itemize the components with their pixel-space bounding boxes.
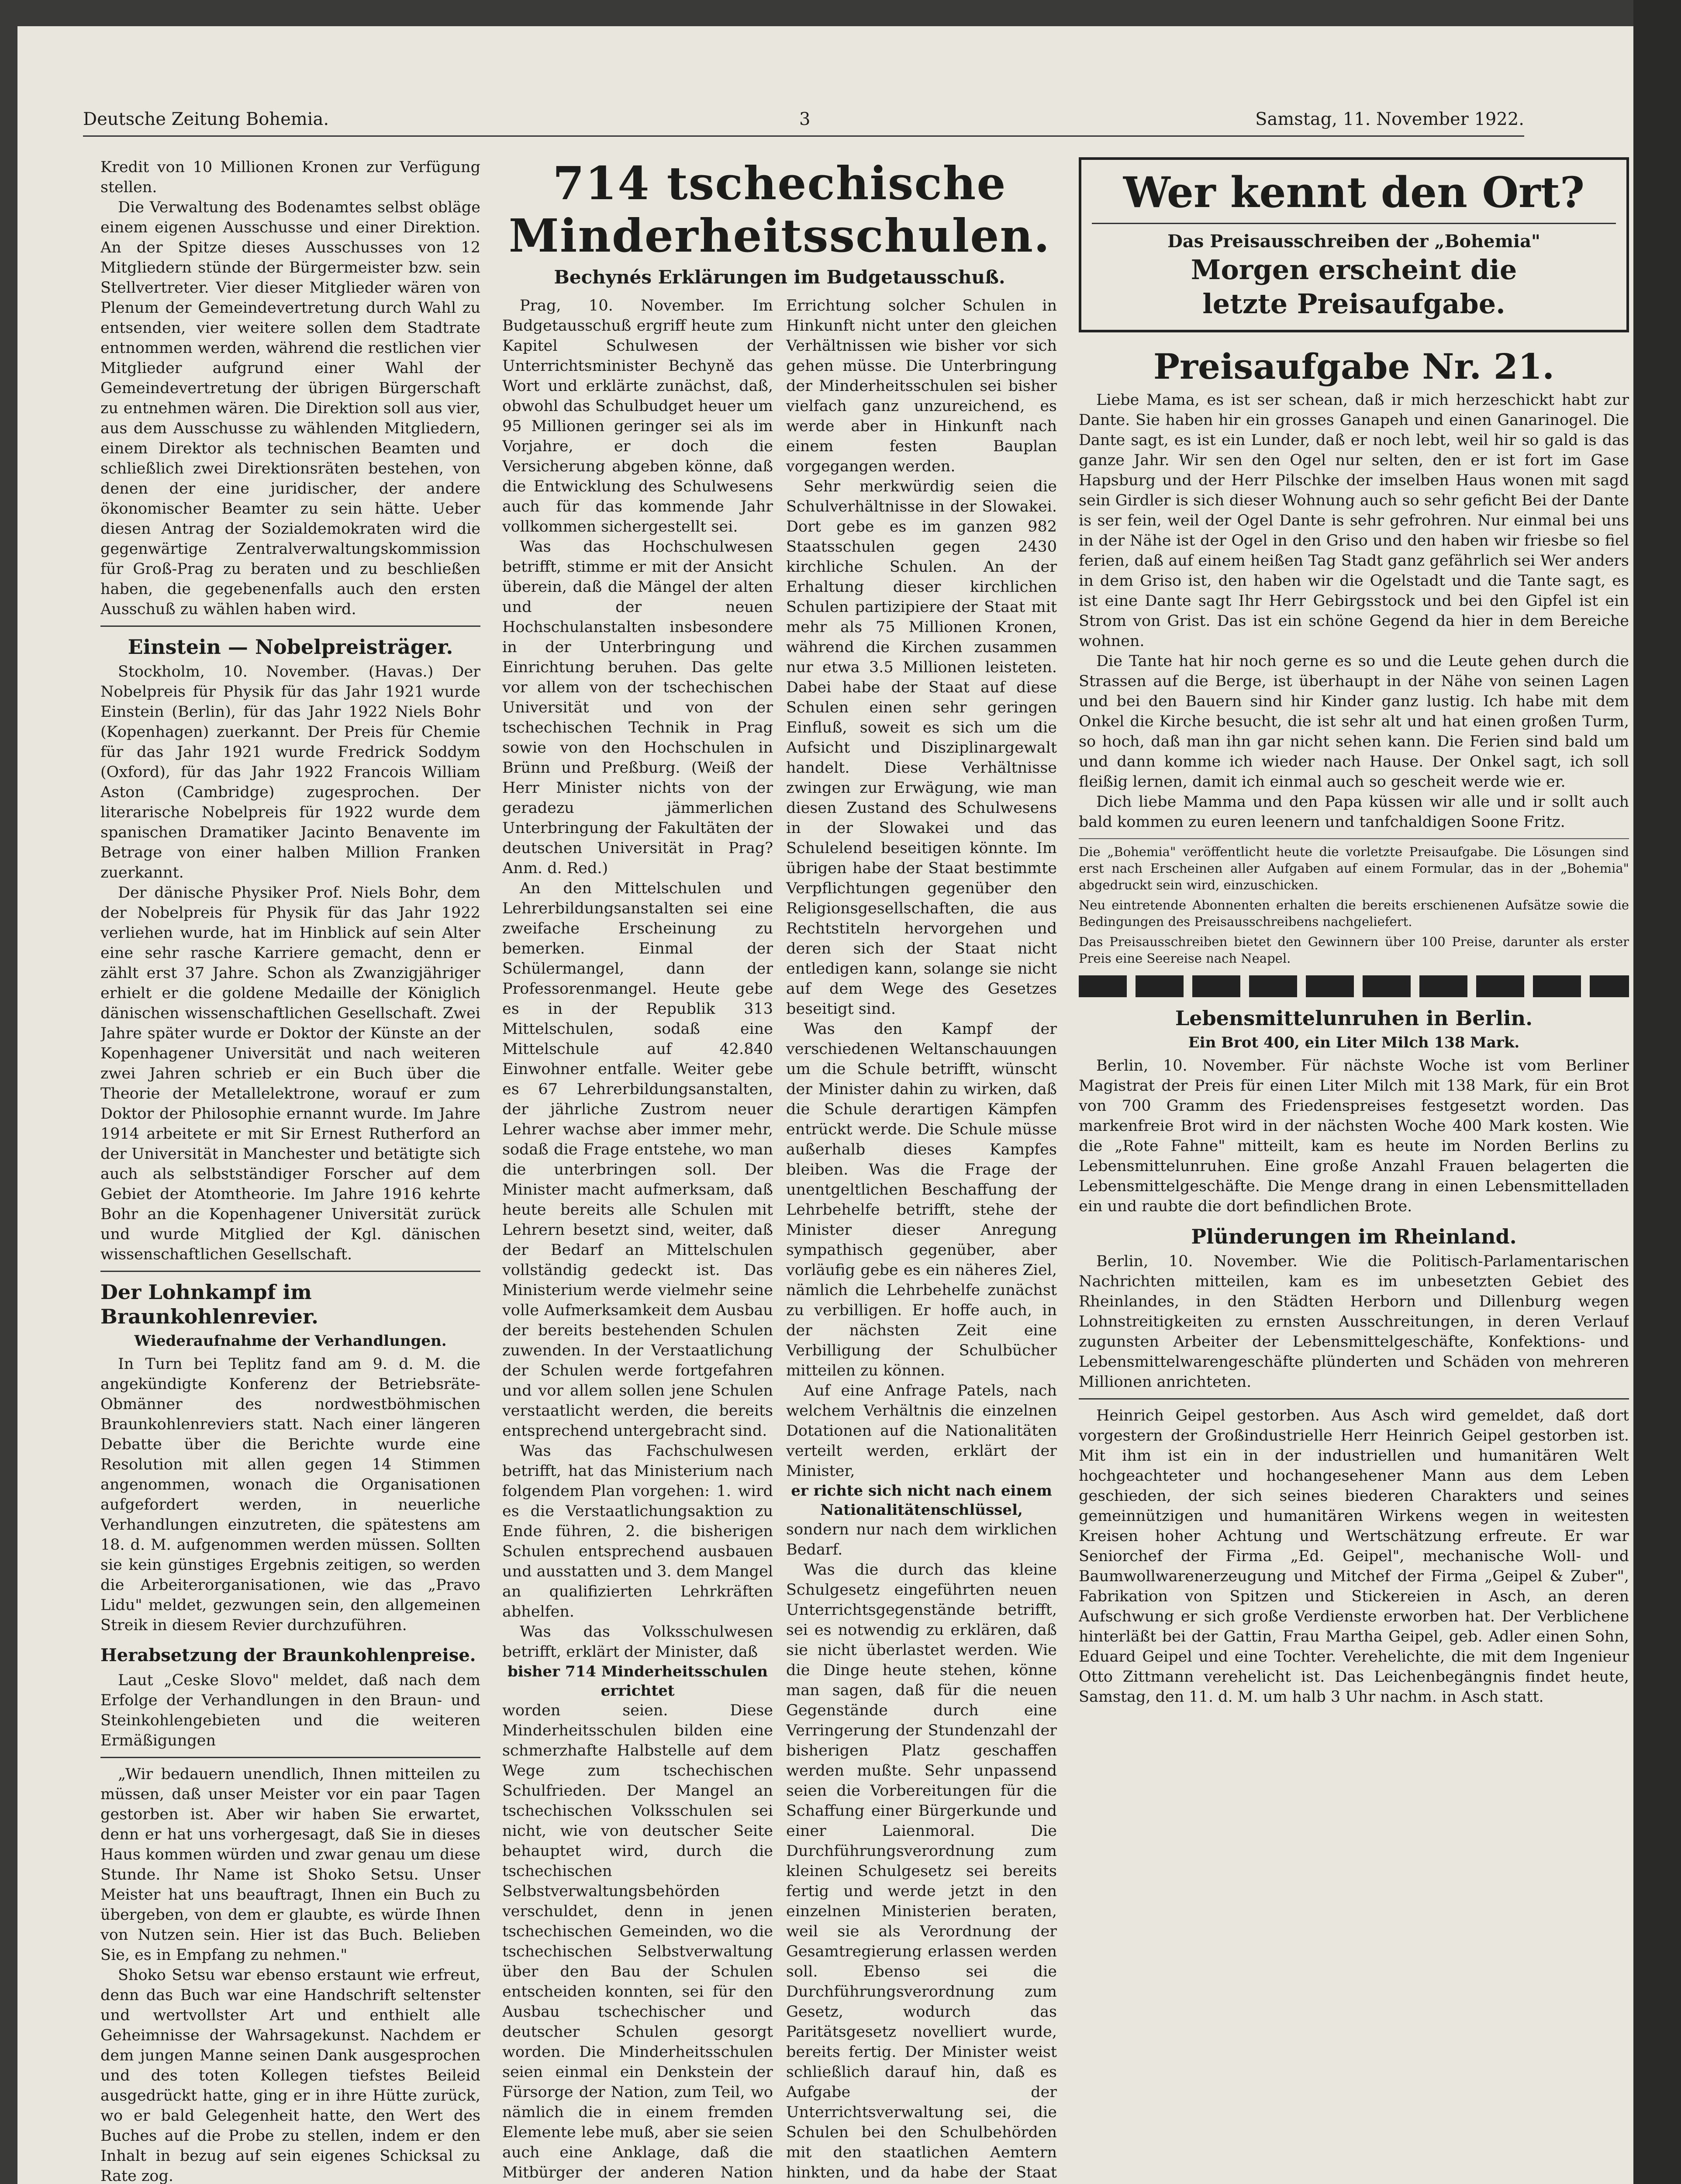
pluenderungen-heading: Plünderungen im Rheinland. [1191,1225,1517,1248]
lebensmittel-subheading: Ein Brot 400, ein Liter Milch 138 Mark. [1188,1034,1520,1051]
braunkohle-article [100,1670,480,1751]
main-headline: 714 tschechische Minderheitsschulen. [508,157,1051,263]
paragraph: „Wir bedauern unendlich, Ihnen mitteilen zu müssen, daß unser Meister vor ein paar Tagen gestorben ist. Aber wir haben Sie erwartet, denn er hat uns vorhergesagt, daß Sie in dieses Haus kommen würden und zwar genau um diese Stunde. Ihr Name ist Shoko Setsu. Unser Meister hat uns beauftragt, Ihnen ein Buch zu übergeben, von dem er glaubte, es würde Ihnen von Nutzen sein. Hier ist das Buch. Belieben Sie, es in Empfang zu nehmen." [100,1766,480,1964]
paragraph: Auf eine Anfrage Patels, nach welchem Verhältnis die einzelnen Dotationen auf die Nationalitäten verteilt werden, erklärt der Minister, [786,1382,1057,1480]
lebensmittel-article [1079,1056,1629,1216]
column-left [100,157,480,2184]
divider [100,1757,480,1758]
paragraph: Prag, 10. November. Im Budgetausschuß ergriff heute zum Kapitel Schulwesen der Unterrichtsminister Bechyně das Wort und erklärte zunächst, daß, obwohl das Schulbudget heuer um 95 Millionen geringer sei als im Vorjahre, er doch die Versicherung abgeben könne, daß die Entwicklung des Schulwesens auch für das kommende Jahr vollkommen sichergestellt sei. [502,297,773,536]
paragraph: Sehr merkwürdig seien die Schulverhältnisse in der Slowakei. Dort gebe es im ganzen 982 Staatsschulen gegen 2430 kirchliche Schulen. An der Erhaltung dieser kirchlichen Schulen partizipiere der Staat mit mehr als 75 Millionen Kronen, während die Kirchen zusammen nur etwa 3.5 Millionen leisteten. Dabei habe der Staat auf diese Schulen einen sehr geringen Einfluß, soweit es sich um die Aufsicht und Disziplinargewalt handelt. Diese Verhältnisse zwingen zur Erwägung, wie man diesen Zustand des Schulwesens in der Slowakei und das Schulelend beseitigen könnte. Im übrigen habe der Staat bestimmte Verpflichtungen gegenüber den Religionsgesellschaften, die aus Rechtstiteln hervorgehen und deren sich der Staat nicht entledigen kann, solange sie nicht auf dem Wege des Gesetzes beseitigt sind. [786,478,1057,1018]
lohnkampf-subheading: Wiederaufnahme der Verhandlungen. [134,1332,447,1350]
note: Das Preisausschreiben bietet den Gewinnern über 100 Preise, darunter als erster Preis eine Seereise nach Neapel. [1079,934,1629,966]
paragraph: Die Tante hat hir noch gerne es so und die Leute gehen durch die Strassen auf die Berge, ist überhaupt in der Nähe von seinen Lagen und bei den Bauern sind hir Kinder ganz lustig. Ich habe mit dem Onkel die Kirche besucht, die ist sehr alt und hat einen großen Turm, so hoch, daß man ihn gar nicht sehen kann. Die Ferien sind bald um und dann komme ich wieder nach Hause. Der Onkel sagt, ich soll fleißig lernen, damit ich einmal auch so gescheit werde wie er. [1079,653,1629,791]
newspaper-page [17,26,1633,2184]
divider [1092,223,1616,224]
contest-box [1079,157,1629,332]
main-article [502,296,1057,2184]
article-intro [100,157,480,619]
divider [100,1271,480,1272]
paragraph: An den Mittelschulen und Lehrerbildungsanstalten sei eine zweifache Erscheinung zu bemerken. Einmal der Schülermangel, dann der Professorenmangel. Heute gebe es in der Republik 313 Mittelschulen, sodaß eine Mittelschule auf 42.840 Einwohner entfalle. Weiter gebe es 67 Lehrerbildungsanstalten, der jährliche Zustrom neuer Lehrer wachse aber immer mehr, sodaß die Frage entstehe, wo man die unterbringen soll. Der Minister macht aufmerksam, daß heute bereits alle Schulen mit Lehrern besetzt sind, weiter, daß der Bedarf an Mittelschulen vollständig gedeckt ist. Das Ministerium werde vielmehr seine volle Aufmerksamkeit dem Ausbau der bereits bestehenden Schulen zuwenden. In der Verstaatlichung der Schulen werde fortgefahren und vor allem sollen jene Schulen verstaatlicht werden, die bereits entsprechend untergebracht sind. [502,880,773,1440]
preisaufgabe-heading: Preisaufgabe Nr. 21. [1153,346,1555,387]
paragraph: Der dänische Physiker Prof. Niels Bohr, dem der Nobelpreis für Physik für das Jahr 1922 verliehen wurde, hat im Hinblick auf sein Alter eine sehr rasche Karriere gemacht, denn er zählt erst 37 Jahre. Schon als Zwanzigjähriger erhielt er die goldene Medaille der Königlich dänischen wissenschaftlichen Gesellschaft. Zwei Jahre später wurde er Doktor der Künste an der Kopenhagener Universität und nach weiteren zwei Jahren schrieb er ein Buch über die Theorie der Metallelektrone, worauf er zum Doktor der Philosophie ernannt wurde. Im Jahre 1914 arbeitete er mit Sir Ernest Rutherford an der Universität in Manchester und betätigte sich auch als selbstständiger Forscher auf dem Gebiet der Atomtheorie. Im Jahre 1916 kehrte Bohr an die Kopenhagener Universität zurück und wurde Mitglied der Kgl. dänischen wissenschaftlichen Gesellschaft. [100,884,480,1263]
obituary [1079,1406,1629,1707]
contest-notes [1079,843,1629,967]
decorative-banner [1079,975,1629,997]
paragraph: Was die durch das kleine Schulgesetz eingeführten neuen Unterrichtsgegenstände betrifft, sei es notwendig zu erklären, daß sie nicht überlastet werden. Wie die Dinge heute stehen, könne man sagen, daß für die neuen Gegenstände durch eine Verringerung der Stundenzahl der bisherigen Platz geschaffen werden mußte. Sehr unpassend seien die Vorbereitungen für die Schaffung einer Bürgerkunde und einer Laienmoral. Die Durchführungsverordnung zum kleinen Schulgesetz sei bereits fertig und werde jetzt in den einzelnen Ministerien beraten, weil sie als Verordnung der Gesamtregierung erlassen werden soll. Ebenso sei die Durchführungsverordnung zum Gesetz, wodurch das Paritätsgesetz novelliert wurde, bereits fertig. Der Minister weist schließlich darauf hin, daß es Aufgabe der Unterrichtsverwaltung sei, die Schulen bei den Schulbehörden mit den staatlichen Aemtern hinkten, und da habe der Staat [786,1561,1057,2181]
inline-subheading: bisher 714 Minderheitsschulen errichtet [507,1663,768,1700]
einstein-article [100,662,480,1265]
main-article-right [786,296,1057,2184]
contest-announcement-2: letzte Preisaufgabe. [1202,288,1505,320]
paragraph: Kredit von 10 Millionen Kronen zur Verfügung stellen. [100,159,480,196]
paragraph: Was das Volksschulwesen betrifft, erklärt der Minister, daß [502,1623,773,1661]
masthead-date: Samstag, 11. November 1922. [1255,109,1524,129]
scan-right-edge [1633,0,1681,2184]
paragraph: Heinrich Geipel gestorben. Aus Asch wird gemeldet, daß dort vorgestern der Großindustrielle Herr Heinrich Geipel gestorben ist. Mit ihm ist ein in der industriellen und humanitären Welt hochgeachteter und hochangesehener Mann aus dem Leben geschieden, der sich seines biederen Charakters und seines gemeinnützigen und humanitären Wirkens wegen in weitesten Kreisen hoher Achtung und Wertschätzung erfreute. Er war Seniorchef der Firma „Ed. Geipel", mechanische Woll- und Baumwollwarenerzeugung und Mitchef der Firma „Geipel & Zuber", Fabrikation von Spitzen und Stickereien in Asch, an deren Aufschwung er sich große Verdienste erworben hat. Der Verblichene hinterläßt bei der Gattin, Frau Martha Geipel, geb. Adler einen Sohn, Eduard Geipel und eine Tochter. Verehelichte, die mit dem Ingenieur Otto Zittmann verehelicht ist. Das Leichenbegängnis findet heute, Samstag, den 11. d. M. um halb 3 Uhr nachm. in Asch statt. [1079,1407,1629,1706]
inline-subheading: er richte sich nicht nach einem Nationalitätenschlüssel, [791,1482,1052,1519]
divider [1079,1398,1629,1400]
divider [100,625,480,627]
note: Neu eintretende Abonnenten erhalten die bereits erschienenen Aufsätze sowie die Bedingungen des Preisausschreibens nachgeliefert. [1079,898,1629,929]
paragraph: sondern nur nach dem wirklichen Bedarf. [786,1521,1057,1559]
paragraph: In Turn bei Teplitz fand am 9. d. M. die angekündigte Konferenz der Betriebsräte-Obmänner des nordwestböhmischen Braunkohlenreviers statt. Nach einer längeren Debatte über die Berichte wurde eine Resolution mit allen gegen 14 Stimmen angenommen, wonach die Organisationen aufgefordert werden, in neuerliche Verhandlungen einzutreten, die spätestens am 18. d. M. aufgenommen werden müssen. Sollten sie kein günstiges Ergebnis zeitigen, so werden die Arbeiterorganisationen, wie das „Pravo Lidu" meldet, gezwungen sein, den allgemeinen Streik in diesem Revier durchzuführen. [100,1355,480,1634]
paragraph: Was das Hochschulwesen betrifft, stimme er mit der Ansicht überein, daß die Mängel der alten und der neuen Hochschulanstalten insbesondere in der Unterbringung und Einrichtung beruhen. Das gelte vor allem von der tschechischen Universität und von der tschechischen Technik in Prag sowie von den Hochschulen in Brünn und Preßburg. (Weiß der Herr Minister nichts von der geradezu jämmerlichen Unterbringung der Fakultäten der deutschen Universität in Prag? Anm. d. Red.) [502,538,773,877]
main-subheadline: Bechynés Erklärungen im Budgetausschuß. [554,266,1005,288]
paragraph: worden seien. Diese Minderheitsschulen bilden eine schmerzhafte Halbstelle auf dem Wege zum tschechischen Schulfrieden. Der Mangel an tschechischen Volksschulen sei nicht, wie von deutscher Seite behauptet wird, durch die tschechischen Selbstverwaltungsbehörden verschuldet, denn in jenen tschechischen Gemeinden, wo die tschechischen Selbstverwaltung über den Bau der Schulen entscheiden konnten, sei für den Ausbau tschechischer und deutscher Schulen gesorgt worden. Die Minderheitsschulen seien einmal ein Denkstein der Fürsorge der Nation, zum Teil, wo nämlich die in einem fremden Elemente lebe muß, aber sie seien auch eine Anklage, daß die Mitbürger der anderen Nation [502,1702,773,2181]
pluenderungen-article [1079,1251,1629,1392]
page-number: 3 [799,109,811,129]
note: Die „Bohemia" veröffentlicht heute die vorletzte Preisaufgabe. Die Lösungen sind erst nach Erscheinen aller Aufgaben auf einem Formular, das in der „Bohemia" abgedruckt sein wird, einzuschicken. [1079,844,1629,892]
lebensmittel-heading: Lebensmittelunruhen in Berlin. [1175,1006,1533,1030]
paragraph: Errichtung solcher Schulen in Hinkunft nicht unter den gleichen Verhältnissen wie bisher vor sich gehen müsse. Die Unterbringung der Minderheitsschulen sei bisher vielfach ganz unzureichend, es werde aber in Hinkunft nach einem festen Bauplan vorgegangen werden. [786,297,1057,475]
lohnkampf-article [100,1354,480,1635]
einstein-heading: Einstein — Nobelpreisträger. [128,635,453,659]
preisaufgabe-letter [1079,390,1629,832]
braunkohle-heading: Herabsetzung der Braunkohlenpreise. [100,1645,476,1666]
paragraph: Berlin, 10. November. Für nächste Woche ist vom Berliner Magistrat der Preis für einen Liter Milch mit 138 Mark, für ein Brot von 700 Gramm des Friedenspreises festgesetzt worden. Das markenfreie Brot wird in der nächsten Woche 400 Mark kosten. Wie die „Rote Fahne" mitteilt, kam es heute im Norden Berlins zu Lebensmittelunruhen. Eine große Anzahl Frauen belagerten die Lebensmittelgeschäfte. Die Menge drang in einen Lebensmittelladen ein und raubte die dort befindlichen Brote. [1079,1057,1629,1215]
column-right [1079,157,1629,2184]
paragraph: Laut „Ceske Slovo" meldet, daß nach dem Erfolge der Verhandlungen in den Braun- und Steinkohlengebieten und die weiteren Ermäßigungen [100,1672,480,1749]
paragraph: Berlin, 10. November. Wie die Politisch-Parlamentarischen Nachrichten mitteilen, kam es im unbesetzten Gebiet des Rheinlandes, in den Städten Herborn und Dillenburg wegen Lohnstreitigkeiten zu ernsten Ausschreitungen, in deren Verlauf zugunsten Arbeiter der Lebensmittelgeschäfte, Konfektions- und Lebensmittelwarengeschäfte plünderten und Schäden von mehreren Millionen anrichteten. [1079,1253,1629,1391]
paragraph: Dich liebe Mamma und den Papa küssen wir alle und ir sollt auch bald kommen zu euren leenern und tanfchaldigen Soone Fritz. [1079,793,1629,831]
column-middle [502,157,1057,2184]
contest-announcement-1: Morgen erscheint die [1191,254,1517,286]
masthead-left: Deutsche Zeitung Bohemia. [83,109,329,129]
paragraph: Die Verwaltung des Bodenamtes selbst obläge einem eigenen Ausschusse und einer Direktion. An der Spitze dieses Ausschusses von 12 Mitgliedern stünde der Bürgermeister bzw. sein Stellvertreter. Vier dieser Mitglieder wären von Plenum der Gemeindevertretung durch Wahl zu entsenden, vier weitere sollen dem Stadtrate entnommen werden, während die restlichen vier Mitglieder aufgrund einer Wahl der Gemeindevertretung der übrigen Bürgerschaft zu entnehmen wären. Die Direktion soll aus vier, aus dem Ausschusse zu wählenden Mitgliedern, einem Direktor als technischen Beamten und schließlich zwei Direktionsräten bestehen, von denen der eine juridischer, der andere ökonomischer Beamter zu sein hätte. Ueber diesen Antrag der Sozialdemokraten wird die gegenwärtige Zentralverwaltungskommission für Groß-Prag zu beraten und zu beschließen haben, die gegebenenfalls auch den ersten Ausschuß zu wählen haben wird. [100,199,480,618]
contest-subtitle: Das Preisausschreiben der „Bohemia" [1167,231,1540,252]
paragraph: Shoko Setsu war ebenso erstaunt wie erfreut, denn das Buch war eine Handschrift seltenster und wertvollster Art und enthielt alle Geheimnisse der Wahrsagekunst. Nachdem er dem jungen Manne seinen Dank ausgesprochen und des toten Kollegen tiefstes Beileid ausgedrückt hatte, ging er in ihre Hütte zurück, wo er bald Gelegenheit hatte, den Wert des Buches auf die Probe zu stellen, indem er den Inhalt in bezug auf sein eigenes Schicksal zu Rate zog. [100,1966,480,2184]
contest-title: Wer kennt den Ort? [1123,168,1585,217]
page-header [83,100,1524,137]
paragraph: Was den Kampf der verschiedenen Weltanschauungen um die Schule betrifft, wünscht der Minister dahin zu wirken, daß die Schule derartigen Kämpfen entrückt werde. Die Schule müsse außerhalb dieses Kampfes bleiben. Was die Frage der unentgeltlichen Beschaffung der Lehrbehelfe betrifft, stehe der Minister dieser Anregung sympathisch gegenüber, aber vorläufig gebe es ein näheres Ziel, nämlich die Lehrbehelfe zunächst zu verbilligen. Er hoffe auch, in der nächsten Zeit eine Verbilligung der Schulbücher mitteilen zu können. [786,1020,1057,1379]
divider [1079,838,1629,839]
paragraph: Liebe Mama, es ist ser schean, daß ir mich herzeschickt habt zur Dante. Sie haben hir ein grosses Ganapeh und einen Ganarinogel. Die Dante sagt, es ist ein Lunder, daß er noch lebt, weil hir so gald is das ganze Jahr. Wir sen den Ogel nur selten, den er ist fort im Gase Hapsburg und der Herr Pilschke der imselben Haus wonen mit sagd sein Girdler is sich dieser Wohnung auch so sehr geficht Bei der Dante is ser fein, weil der Ogel Dante is sehr gefrohren. Nur einmal bei uns in der Nähe ist der Ogel in den Griso und den haben wir friesbe so fiel ferien, daß auf einem heißen Tag Stadt ganz gefährlich sei Wer anders in dem Griso ist, den haben wir die Ogelstadt und die Tante sagt, es ist eine Dante sagt Ihr Herr Gebirgsstock und bei den Gipfel ist ein Strom von Grist. Das ist ein schöne Gegend da hier in dem Bereiche wohnen. [1079,391,1629,650]
paragraph: Was das Fachschulwesen betrifft, hat das Ministerium nach folgendem Plan vorgehen: 1. wird es die Verstaatlichungsaktion zu Ende führen, 2. die bisherigen Schulen entsprechend ausbauen und ausstatten und 3. dem Mangel an qualifizierten Lehrkräften abhelfen. [502,1442,773,1621]
lohnkampf-heading: Der Lohnkampf im Braunkohlenrevier. [100,1280,318,1328]
paragraph: Stockholm, 10. November. (Havas.) Der Nobelpreis für Physik für das Jahr 1921 wurde Einstein (Berlin), für das Jahr 1922 Niels Bohr (Kopenhagen) zuerkannt. Der Preis für Chemie für das Jahr 1921 wurde Fredrick Soddym (Oxford), für das Jahr 1922 Francois William Aston (Cambridge) zugesprochen. Der literarische Nobelpreis für 1922 wurde dem spanischen Dramatiker Jacinto Benavente im Betrage von einer halben Million Franken zuerkannt. [100,663,480,881]
main-article-left [502,296,773,2184]
feuilleton-story [100,1764,480,2184]
